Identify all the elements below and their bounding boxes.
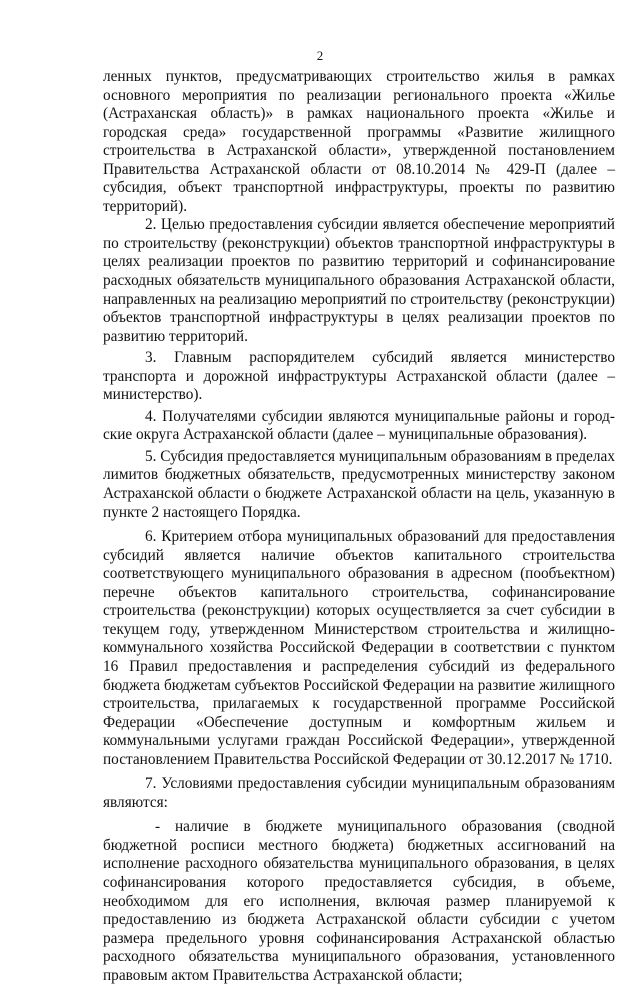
paragraph-item-6: 6. Критерием отбора муниципальных образований для предоставления субсидий является наличие объектов капитального строительства соответствующего муниципального образования в адресном (пообъектном) перечне объектов капитального строительства, софинансирование строительства (реконструкции) которых осуществляется за счет субсидии в текущем году, утвержденном Министерством строительства и жилищно-коммунального хозяйства Российской Федерации в соответствии с пунктом 16 Правил предоставления и распределения субсидий из федерального бюджета бюджетам субъектов Российской Федерации на развитие жилищного строительства, прилагаемых к государственной программе Российской Федерации «Обеспечение доступным и комфортным жильем и коммунальными услугами граждан Российской Федерации», утвержденной постановлением Правительства Российской Федерации от 30.12.2017 № 1710. xyxy=(103,528,615,768)
page-number: 2 xyxy=(316,48,324,63)
paragraph-item-7: 7. Условиями предоставления субсидии муниципальным образованиям являются: xyxy=(103,775,615,811)
paragraph-condition-bullet: - наличие в бюджете муниципального образования (сводной бюджетной росписи местного бюджета) бюджетных ассигнований на исполнение расходного обязательства муниципального образования, в целях софинансирования которого предоставляется субсидия, в объеме, необходимом для его исполнения, включая размер планируемой к предоставлению из бюджета Астраханской области субсидии с учетом размера предельного уровня софинансирования Астраханской областью расходного обязательства муниципального образования, установленного правовым актом Правительства Астраханской области; xyxy=(103,818,615,984)
paragraph-item-3: 3. Главным распорядителем субсидий является министерство транспорта и дорожной инфраструктуры Астраханской области (далее – министерство). xyxy=(103,349,615,404)
paragraph-item-4: 4. Получателями субсидии являются муниципальные районы и городские округа Астраханской области (далее – муниципальные образования). xyxy=(103,407,615,444)
paragraph-continuation: ленных пунктов, предусматривающих строительство жилья в рамках основного мероприятия по реализации регионального проекта «Жилье (Астраханская область)» в рамках национального проекта «Жилье и городская среда» государственной программы «Развитие жилищного строительства в Астраханской области», утвержденной постановлением Правительства Астраханской области от 08.10.2014 № 429-П (далее – субсидия, объект транспортной инфраструктуры, проекты по развитию территорий). xyxy=(103,68,615,215)
paragraph-item-2: 2. Целью предоставления субсидии является обеспечение мероприятий по строительству (реконструкции) объектов транспортной инфраструктуры в целях реализации проектов по развитию территорий и софинансирование расходных обязательств муниципального образования Астраханской области, направленных на реализацию мероприятий по строительству (реконструкции) объектов транспортной инфраструктуры в целях реализации проектов по развитию территорий. xyxy=(103,216,615,345)
paragraph-item-5: 5. Субсидия предоставляется муниципальным образованиям в пределах лимитов бюджетных обязательств, предусмотренных министерству законом Астраханской области о бюджете Астраханской области на цель, указанную в пункте 2 настоящего Порядка. xyxy=(103,447,615,521)
document-body xyxy=(103,68,615,985)
